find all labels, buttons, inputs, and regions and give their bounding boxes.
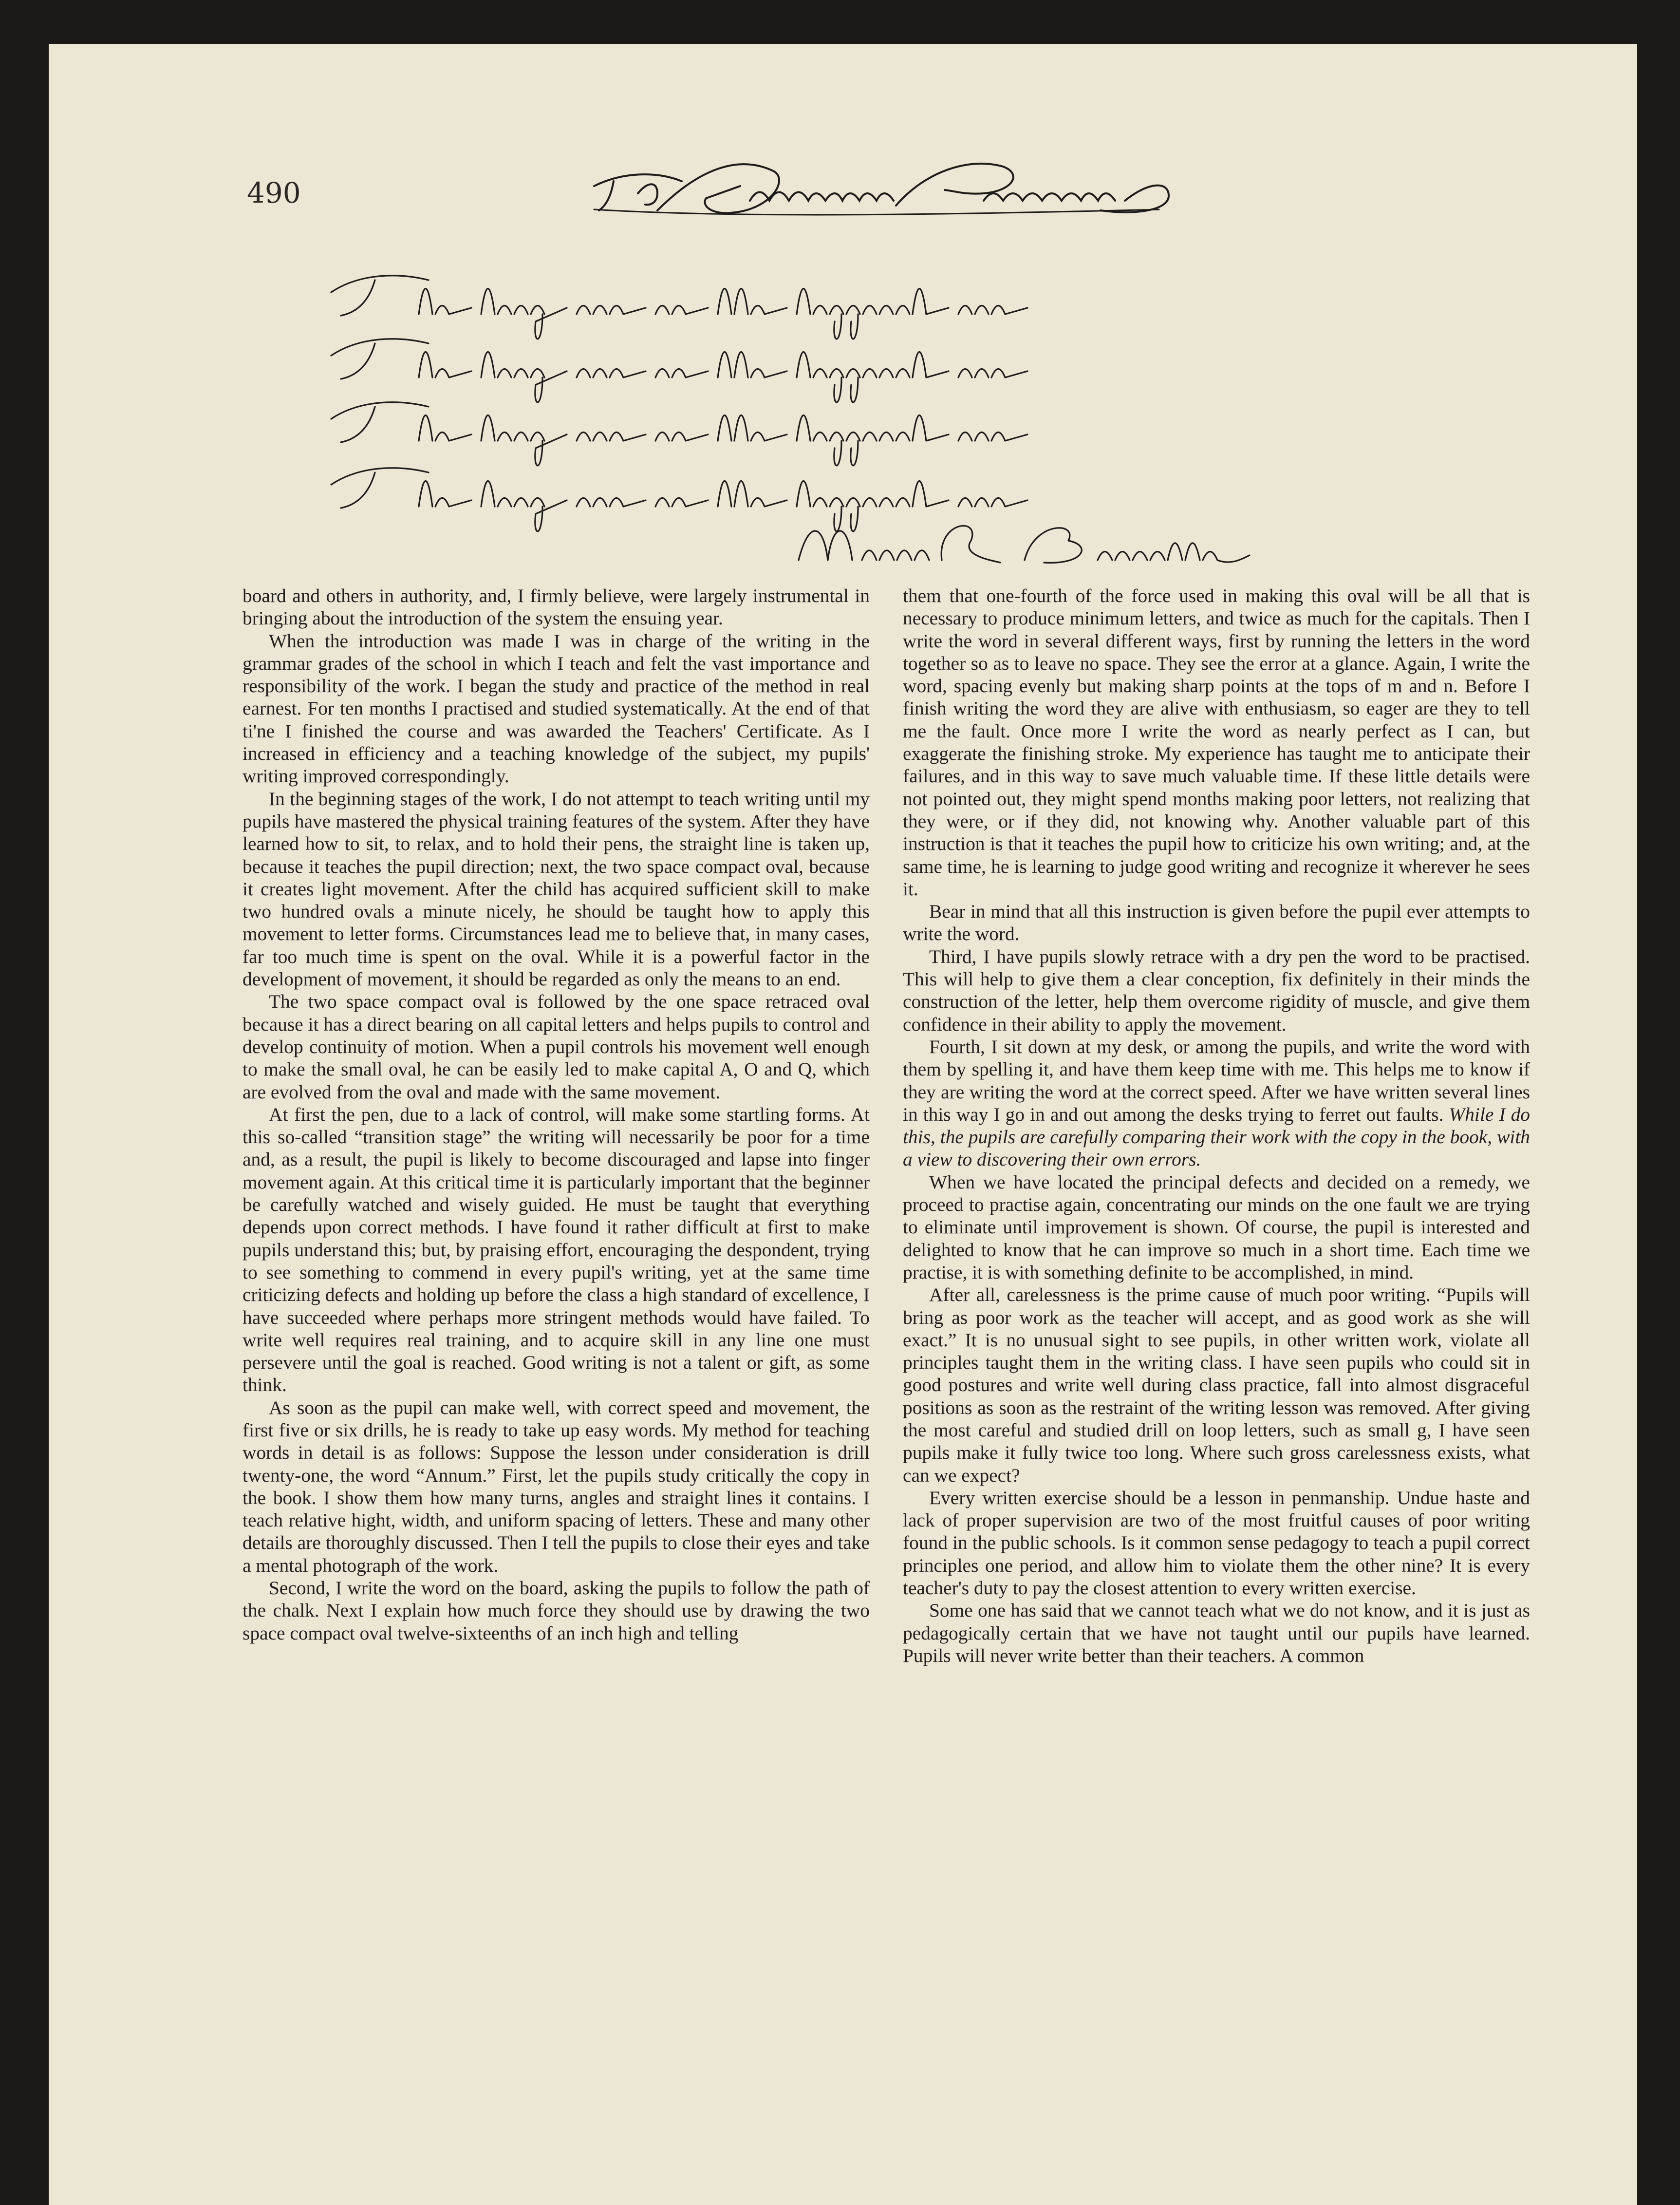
article-paragraph: At first the pen, due to a lack of control, will make some startling forms. At this so-called “transition stage” the writing will necessarily be poor for a time and, as a result, the pupil is likely to become discouraged and lapse into finger movement again. At this critical time it is particularly important that the beginner be carefully watched and wisely guided. He must be taught that everything depends upon correct methods. I have found it rather difficult at first to make pupils understand this; but, by praising effort, encouraging the despondent, trying to see something to commend in every pupil's writing, yet at the same time criticizing defects and holding up before the class a high standard of excellence, I have succeeded where perhaps more stringent methods would have failed. To write well requires real training, and to acquire skill in any line one must persevere until the goal is reached. Good writing is not a talent or gift, as some think.: [243, 1103, 870, 1396]
page-number: 490: [247, 176, 301, 209]
scan-edge: [1637, 0, 1680, 2205]
article-paragraph: When the introduction was made I was in charge of the writing in the grammar grades of the school in which I teach and felt the vast importance and responsibility of the work. I began the study and practice of the method in real earnest. For ten months I practised and studied systematically. At the end of that ti'ne I finished the course and was awarded the Teachers' Certificate. As I increased in efficiency and a teaching knowledge of the subject, my pupils' writing improved correspondingly.: [243, 630, 870, 787]
article-column-left: [243, 584, 870, 1644]
article-paragraph: them that one-fourth of the force used in making this oval will be all that is necessary to produce minimum letters, and twice as much for the capitals. Then I write the word in several different ways, first by running the letters in the word together so as to leave no space. They see the error at a glance. Again, I write the word, spacing evenly but making sharp points at the tops of m and n. Before I finish writing the word they are alive with enthusiasm, so eager are they to tell me the fault. Once more I write the word as nearly perfect as I can, but exaggerate the finishing stroke. My experience has taught me to anticipate their failures, and in this way to save much valuable time. If these little details were not pointed out, they might spend months making poor letters, not realizing that they were, or if they did, not knowing why. Another valuable part of this instruction is that it teaches the pupil how to criticize his own writing; and, at the same time, he is learning to judge good writing and recognize it wherever he sees it.: [903, 585, 1530, 900]
article-paragraph: When we have located the principal defects and decided on a remedy, we proceed to practise again, concentrating our minds on the one fault we are trying to eliminate until improvement is shown. Of course, the pupil is interested and delighted to know that he can improve so much in a short time. Each time we practise, it is with something definite to be accomplished, in mind.: [903, 1171, 1530, 1283]
specimen-line: [331, 276, 1027, 339]
specimen-line: [331, 468, 1027, 531]
article-paragraph: After all, carelessness is the prime cause of much poor writing. “Pupils will bring as poor work as the teacher will accept, and as good work as she will exact.” It is no unusual sight to see pupils, in other written work, violate all principles taught them in the writing class. I have seen pupils who could sit in good postures and write well during class practice, fall into almost disgraceful positions as soon as the restraint of the writing lesson was removed. After giving the most careful and studied drill on loop letters, such as small g, I have seen pupils make it fully twice too long. Where such gross carelessness exists, what can we expect?: [903, 1284, 1530, 1486]
article-paragraph: In the beginning stages of the work, I do not attempt to teach writing until my pupils have mastered the physical training features of the system. After they have learned how to sit, to relax, and to hold their pens, the straight line is taken up, because it teaches the pupil direction; next, the two space compact oval, because it creates light movement. After the child has acquired sufficient skill to make two hundred ovals a minute nicely, he should be taught how to apply this movement to letter forms. Circumstances lead me to believe that, in many cases, far too much time is spent on the oval. While it is a powerful factor in the development of movement, it should be regarded as only the means to an end.: [243, 788, 870, 990]
article-paragraph: Third, I have pupils slowly retrace with a dry pen the word to be practised. This will help to give them a clear conception, fix definitely in their minds the construction of the letter, help them overcome rigidity of muscle, and give them confidence in their ability to apply the movement.: [903, 945, 1530, 1035]
specimen-signature: [799, 526, 1250, 563]
article-column-right: [903, 584, 1530, 1667]
emphasized-sentence: While I do this, the pupils are carefully comparing their work with the copy in the book, with a view to discovering their own errors.: [903, 1103, 1530, 1170]
article-paragraph: board and others in authority, and, I firmly believe, were largely instrumental in bringing about the introduction of the system the ensuing year.: [243, 585, 870, 629]
specimen-line: [331, 402, 1027, 466]
article-paragraph: Bear in mind that all this instruction is given before the pupil ever attempts to write the word.: [903, 901, 1530, 945]
article-paragraph: The two space compact oval is followed by the one space retraced oval because it has a direct bearing on all capital letters and helps pupils to control and develop continuity of motion. When a pupil controls his movement well enough to make the small oval, he can be easily led to make capital A, O and Q, which are evolved from the oval and made with the same movement.: [243, 991, 870, 1103]
article-paragraph: Every written exercise should be a lesson in penmanship. Undue haste and lack of proper supervision are two of the most fruitful causes of poor writing found in the public schools. Is it common sense pedagogy to teach a pupil correct principles one period, and allow him to violate them the other nine? It is every teacher's duty to pay the closest attention to every written exercise.: [903, 1487, 1530, 1599]
article-paragraph: Some one has said that we cannot teach what we do not know, and it is just as pedagogically certain that we have not taught until our pupils have learned. Pupils will never write better than their teachers. A common: [903, 1600, 1530, 1666]
masthead-logo: [584, 152, 1178, 225]
magazine-page: [49, 44, 1637, 2205]
specimen-line: [331, 339, 1027, 402]
penmanship-specimen: [321, 248, 1480, 580]
article-paragraph: As soon as the pupil can make well, with correct speed and movement, the first five or six drills, he is ready to take up easy words. My method for teaching words in detail is as follows: Suppose the lesson under consideration is drill twenty-one, the word “Annum.” First, let the pupils study critically the copy in the book. I show them how many turns, angles and straight lines it contains. I teach relative hight, width, and uniform spacing of letters. These and many other details are thoroughly discussed. Then I tell the pupils to close their eyes and take a mental photograph of the work.: [243, 1396, 870, 1576]
article-paragraph: Second, I write the word on the board, asking the pupils to follow the path of the chalk. Next I explain how much force they should use by drawing the two space compact oval twelve-sixteenths of an inch high and telling: [243, 1577, 870, 1644]
article-paragraph: Fourth, I sit down at my desk, or among the pupils, and write the word with them by spelling it, and have them keep time with me. This helps me to know if they are writing the word at the correct speed. After we have written several lines in this way I go in and out among the desks trying to ferret out faults. While I do this, the pupils are carefully comparing their work with the copy in the book, with a view to discovering their own errors.: [903, 1036, 1530, 1170]
